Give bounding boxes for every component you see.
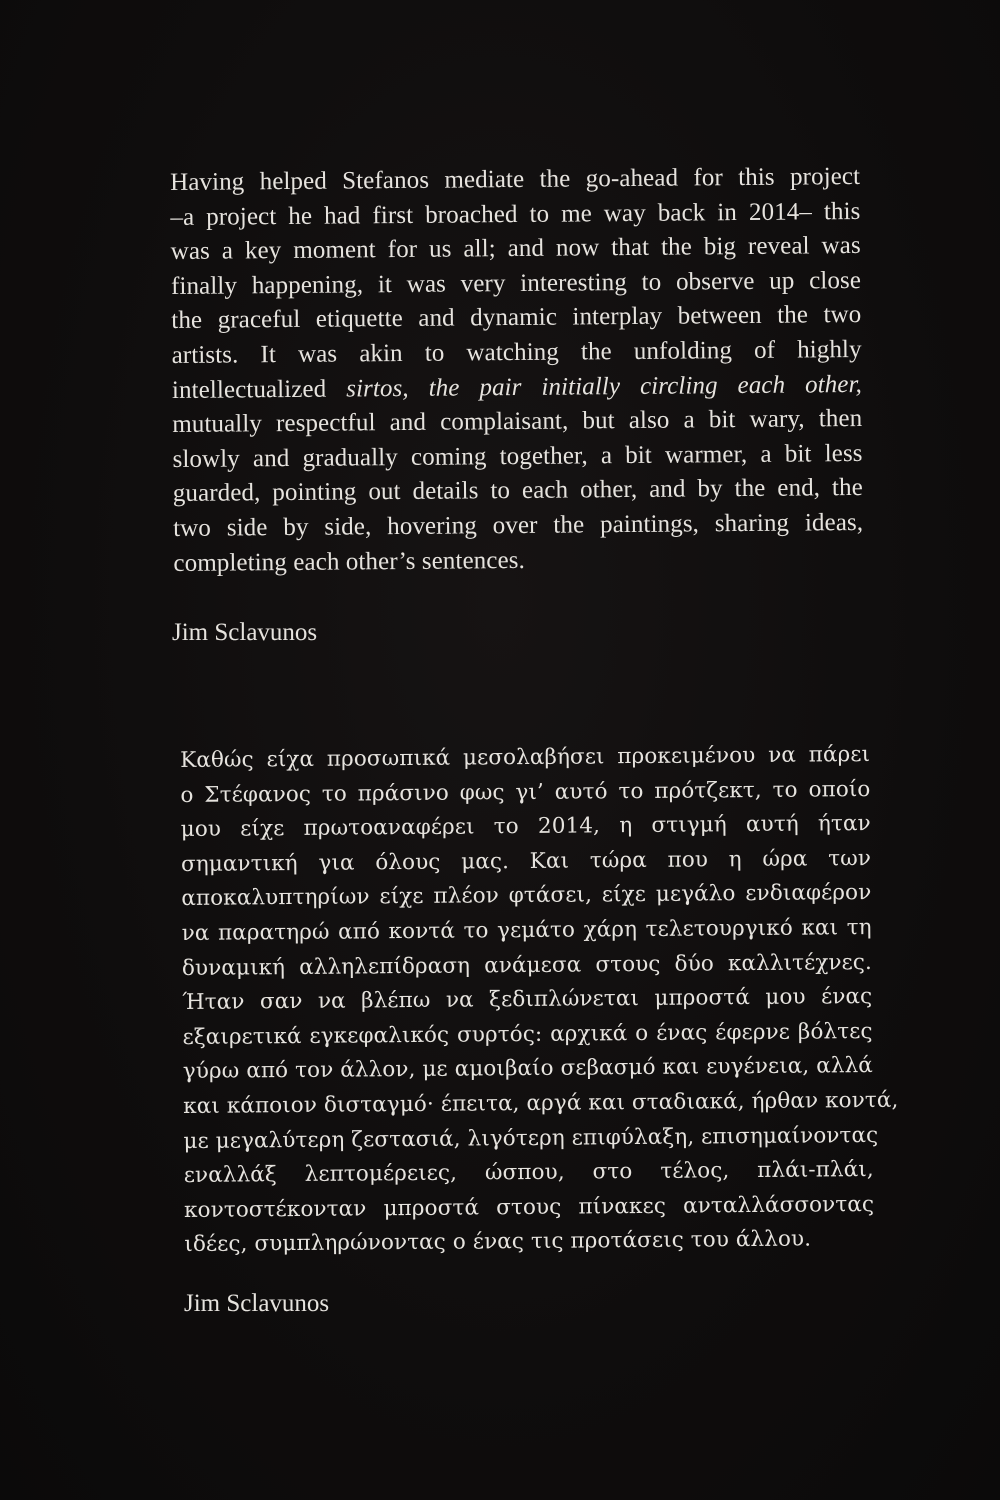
english-line: –a project he had first broached to me way back in 2014– this	[170, 197, 861, 231]
greek-line: σημαντική για όλους μας. Και τώρα που η ώρα των	[180, 845, 872, 877]
greek-line: δυναμική αλληλεπίδραση ανάμεσα στους δύο καλλιτέχνες.	[181, 949, 873, 981]
english-line: two side by side, hovering over the paintings, sharing ideas,	[173, 508, 864, 542]
english-line: was a key moment for us all; and now that the big reveal was	[170, 232, 861, 266]
greek-line: κοντοστέκονταν μπροστά στους πίνακες ανταλλάσσοντας	[183, 1191, 875, 1223]
english-signature: Jim Sclavunos	[172, 619, 318, 646]
english-line: mutually respectful and complaisant, but also a bit wary, then	[172, 405, 863, 439]
english-line: guarded, pointing out details to each other, and by the end, the	[172, 474, 863, 508]
greek-line: ο Στέφανος το πράσινο φως γι’ αυτό το πρότζεκτ, το οποίο	[180, 776, 871, 808]
english-line: Having helped Stefanos mediate the go-ahead for this project	[170, 162, 861, 196]
english-line-prefix: intellectualized	[171, 375, 347, 404]
greek-line: αποκαλυπτηρίων είχε πλέον φτάσει, είχε μεγάλο ενδιαφέρον	[181, 880, 872, 912]
greek-line: εξαιρετικά εγκεφαλικός συρτός: αρχικά ο ένας έφερνε βόλτες	[182, 1018, 873, 1050]
greek-line: και κάποιον δισταγμό· έπειτα, αργά και σταδιακά, ήρθαν κοντά,	[183, 1087, 899, 1119]
greek-line: Καθώς είχα προσωπικά μεσολαβήσει προκειμένου να πάρει	[180, 741, 871, 773]
english-line: slowly and gradually coming together, a bit warmer, a bit less	[172, 439, 863, 473]
greek-signature: Jim Sclavunos	[184, 1290, 330, 1317]
greek-line: εναλλάξ λεπτομέρειες, ώσπου, στο τέλος, πλάι-πλάι,	[183, 1157, 874, 1189]
english-line: completing each other’s sentences.	[173, 546, 526, 577]
greek-line: να παρατηρώ από κοντά το γεμάτο χάρη τελετουργικό και τη	[181, 914, 872, 946]
greek-paragraph	[180, 738, 899, 1263]
greek-line: μου είχε πρωτοαναφέρει το 2014, η στιγμή αυτή ήταν	[180, 811, 871, 843]
english-line: the graceful etiquette and dynamic interplay between the two	[171, 301, 862, 335]
greek-line: με μεγαλύτερη ζεστασιά, λιγότερη επιφύλαξη, επισημαίνοντας	[183, 1122, 879, 1154]
english-line: artists. It was akin to watching the unfolding of highly	[171, 335, 862, 369]
greek-line: Ήταν σαν να βλέπω να ξεδιπλώνεται μπροστά μου ένας	[182, 984, 873, 1016]
greek-line: γύρω από τον άλλον, με αμοιβαίο σεβασμό και ευγένεια, αλλά	[182, 1053, 873, 1085]
english-paragraph	[170, 160, 864, 581]
sirtos-italic-text: sirtos, the pair initially circling each other,	[346, 370, 863, 403]
english-line: finally happening, it was very interesting to observe up close	[170, 266, 862, 300]
greek-line: ιδέες, συμπληρώνοντας ο ένας τις προτάσεις του άλλου.	[184, 1226, 812, 1258]
